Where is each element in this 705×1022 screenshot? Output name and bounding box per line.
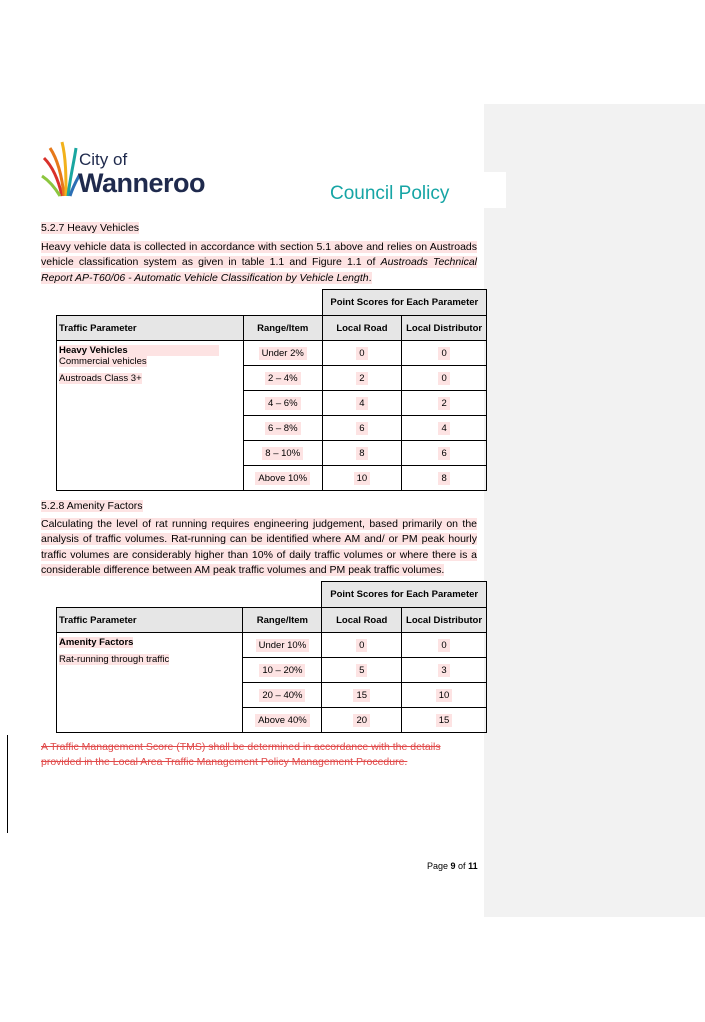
table-group-header: Point Scores for Each Parameter — [322, 582, 487, 608]
parameter-line: Austroads Class 3+ — [59, 373, 142, 384]
range-cell — [243, 683, 322, 708]
local-road-cell — [322, 366, 402, 391]
range-value: 10 – 20% — [259, 664, 305, 677]
page-number — [427, 861, 478, 871]
range-cell — [243, 341, 322, 366]
local-road-cell — [322, 341, 402, 366]
track-change-bar — [7, 735, 8, 833]
parameter-cell-amenity-factors — [57, 633, 243, 733]
amenity-factors-paragraph — [41, 517, 477, 578]
parameter-title: Heavy Vehicles — [59, 345, 219, 356]
local-road-value: 0 — [356, 639, 367, 652]
range-cell — [243, 658, 322, 683]
policy-title: Council Policy — [330, 183, 450, 204]
local-distributor-cell — [402, 658, 487, 683]
local-distributor-value: 6 — [438, 447, 449, 460]
local-distributor-value: 0 — [438, 639, 449, 652]
local-road-cell — [322, 633, 402, 658]
table-header-traffic-parameter: Traffic Parameter — [57, 608, 243, 633]
local-distributor-cell — [402, 366, 487, 391]
local-distributor-value: 8 — [438, 472, 449, 485]
logo-wanneroo: Wanneroo — [78, 168, 205, 198]
section-heading-amenity-factors: 5.2.8 Amenity Factors — [41, 500, 143, 512]
range-cell — [243, 391, 322, 416]
range-value: Above 10% — [255, 472, 310, 485]
parameter-cell-heavy-vehicles — [57, 341, 244, 491]
table-header-local-road: Local Road — [322, 316, 402, 341]
local-road-value: 0 — [356, 347, 367, 360]
heavy-vehicles-paragraph-end: . — [368, 271, 372, 284]
deleted-tms-text: A Traffic Management Score (TMS) shall be determined in accordance with the details provided in the Local Area Traffic Management Policy Management Procedure. — [41, 741, 441, 769]
page-total: 11 — [468, 861, 478, 871]
local-road-cell — [322, 658, 402, 683]
range-cell — [243, 633, 322, 658]
amenity-factors-paragraph-text: Calculating the level of rat running requires engineering judgement, based primarily on the analysis of traffic volumes. Rat-running can be identified where AM and/ or PM peak hourly traffic volumes are considerably higher than 10% of daily traffic volumes or where there is a considerable difference between AM peak traffic volumes and PM peak traffic volumes. — [41, 518, 477, 576]
range-value: 4 – 6% — [265, 397, 301, 410]
heavy-vehicles-paragraph — [41, 240, 477, 286]
parameter-line: Rat-running through traffic — [59, 654, 170, 665]
parameter-line: Commercial vehicles — [59, 356, 147, 367]
comment-pane — [484, 104, 705, 917]
local-distributor-value: 0 — [438, 372, 449, 385]
range-cell — [243, 416, 322, 441]
local-distributor-value: 3 — [438, 664, 449, 677]
table-group-header: Point Scores for Each Parameter — [322, 290, 486, 316]
local-road-cell — [322, 683, 402, 708]
page-of: of — [455, 861, 469, 871]
table-header-range: Range/Item — [243, 316, 322, 341]
local-road-cell — [322, 466, 402, 491]
table-blank-cell — [57, 290, 323, 316]
range-cell — [243, 466, 322, 491]
section-heading-heavy-vehicles: 5.2.7 Heavy Vehicles — [41, 222, 140, 234]
table-header-traffic-parameter: Traffic Parameter — [57, 316, 244, 341]
table-header-local-road: Local Road — [322, 608, 402, 633]
local-distributor-value: 2 — [438, 397, 449, 410]
table-header-local-distributor: Local Distributor — [402, 608, 487, 633]
local-road-value: 2 — [356, 372, 367, 385]
table-blank-cell — [57, 582, 322, 608]
parameter-title: Amenity Factors — [59, 637, 134, 648]
local-distributor-cell — [402, 416, 487, 441]
heavy-vehicles-reference: Austroads Technical Report AP-T60/06 - Automatic Vehicle Classification by Vehicle Length — [41, 256, 477, 284]
local-distributor-cell — [402, 441, 487, 466]
local-distributor-cell — [402, 708, 487, 733]
table-header-local-distributor: Local Distributor — [402, 316, 487, 341]
local-road-value: 10 — [354, 472, 371, 485]
heavy-vehicles-paragraph-text: Heavy vehicle data is collected in accordance with section 5.1 above and relies on Austroads vehicle classification system as given in table 1.1 and Figure 1.1 of — [41, 241, 477, 269]
local-road-value: 15 — [353, 689, 370, 702]
local-distributor-value: 0 — [438, 347, 449, 360]
local-road-value: 4 — [356, 397, 367, 410]
range-value: 8 – 10% — [262, 447, 303, 460]
range-value: Under 2% — [259, 347, 307, 360]
local-distributor-value: 4 — [438, 422, 449, 435]
range-value: Above 40% — [255, 714, 310, 727]
amenity-factors-table — [56, 581, 487, 733]
local-road-value: 5 — [356, 664, 367, 677]
range-value: Under 10% — [256, 639, 310, 652]
logo-city-of: City of — [79, 150, 128, 169]
range-cell — [243, 366, 322, 391]
range-value: 6 – 8% — [265, 422, 301, 435]
range-cell — [243, 441, 322, 466]
local-road-cell — [322, 708, 402, 733]
local-road-cell — [322, 441, 402, 466]
local-distributor-value: 15 — [436, 714, 453, 727]
city-logo-icon — [40, 138, 80, 198]
city-logo — [40, 138, 220, 204]
local-distributor-cell — [402, 683, 487, 708]
local-road-value: 20 — [353, 714, 370, 727]
range-value: 20 – 40% — [259, 689, 305, 702]
local-distributor-value: 10 — [436, 689, 453, 702]
local-distributor-cell — [402, 466, 487, 491]
page-prefix: Page — [427, 861, 451, 871]
local-road-cell — [322, 391, 402, 416]
local-distributor-cell — [402, 391, 487, 416]
local-road-value: 6 — [356, 422, 367, 435]
heavy-vehicles-table — [56, 289, 487, 491]
local-distributor-cell — [402, 633, 487, 658]
table-header-range: Range/Item — [243, 608, 322, 633]
comment-pane-tab — [484, 172, 506, 208]
range-cell — [243, 708, 322, 733]
page-current: 9 — [450, 861, 456, 871]
range-value: 2 – 4% — [265, 372, 301, 385]
local-road-cell — [322, 416, 402, 441]
local-road-value: 8 — [356, 447, 367, 460]
local-distributor-cell — [402, 341, 487, 366]
